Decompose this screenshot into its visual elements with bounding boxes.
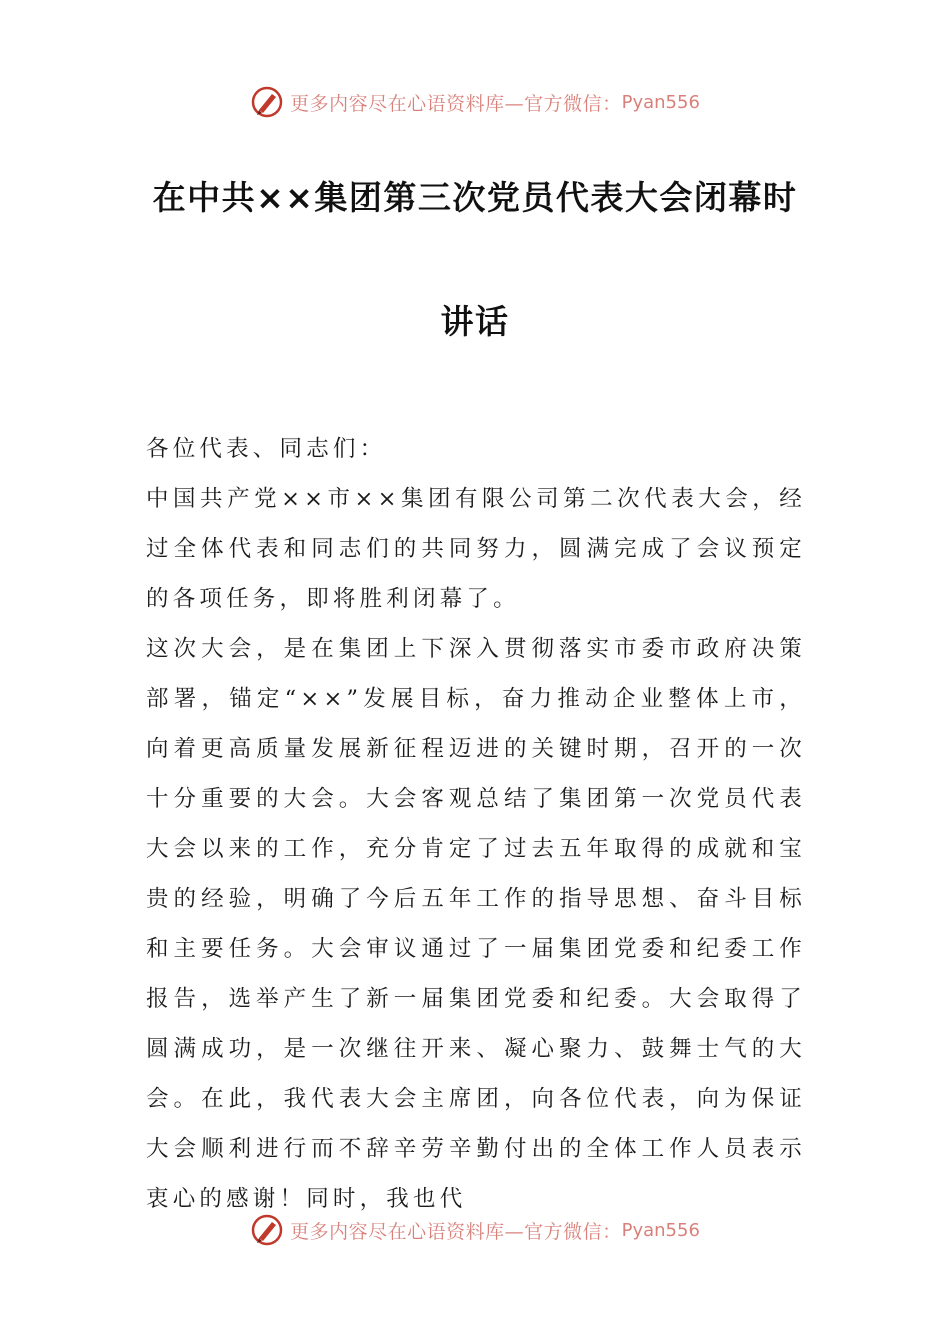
pen-logo-icon: [250, 1213, 284, 1247]
watermark-text: 更多内容尽在心语资料库—官方微信：: [290, 92, 622, 115]
pen-logo-icon: [250, 85, 284, 119]
watermark-banner-bottom: [0, 1208, 950, 1252]
watermark-wechat-id: Pyan556: [621, 91, 700, 113]
document-title-line-1: 在中共××集团第三次党员代表大会闭幕时: [152, 178, 798, 217]
paragraph: 这次大会，是在集团上下深入贯彻落实市委市政府决策部署，锚定“××”发展目标，奋力推动企业整体上市，向着更高质量发展新征程迈进的关键时期，召开的一次十分重要的大会。大会客观总结了集团第一次党员代表大会以来的工作，充分肯定了过去五年取得的成就和宝贵的经验，明确了今后五年工作的指导思想、奋斗目标和主要任务。大会审议通过了一届集团党委和纪委工作报告，选举产生了新一届集团党委和纪委。大会取得了圆满成功，是一次继往开来、凝心聚力、鼓舞士气的大会。在此，我代表大会主席团，向各位代表，向为保证大会顺利进行而不辞辛劳辛勤付出的全体工作人员表示衷心的感谢！同时，我也代: [146, 636, 806, 1212]
document-title-line-2: 讲话: [440, 302, 510, 341]
watermark-text: 更多内容尽在心语资料库—官方微信：: [290, 1220, 622, 1243]
salutation: 各位代表、同志们：: [146, 436, 387, 462]
watermark-wechat-id: Pyan556: [621, 1219, 700, 1241]
paragraph: 中国共产党××市××集团有限公司第二次代表大会，经过全体代表和同志们的共同努力，圆满完成了会议预定的各项任务，即将胜利闭幕了。: [146, 486, 806, 612]
document-body: [146, 424, 806, 1224]
watermark-banner-top: [0, 80, 950, 124]
